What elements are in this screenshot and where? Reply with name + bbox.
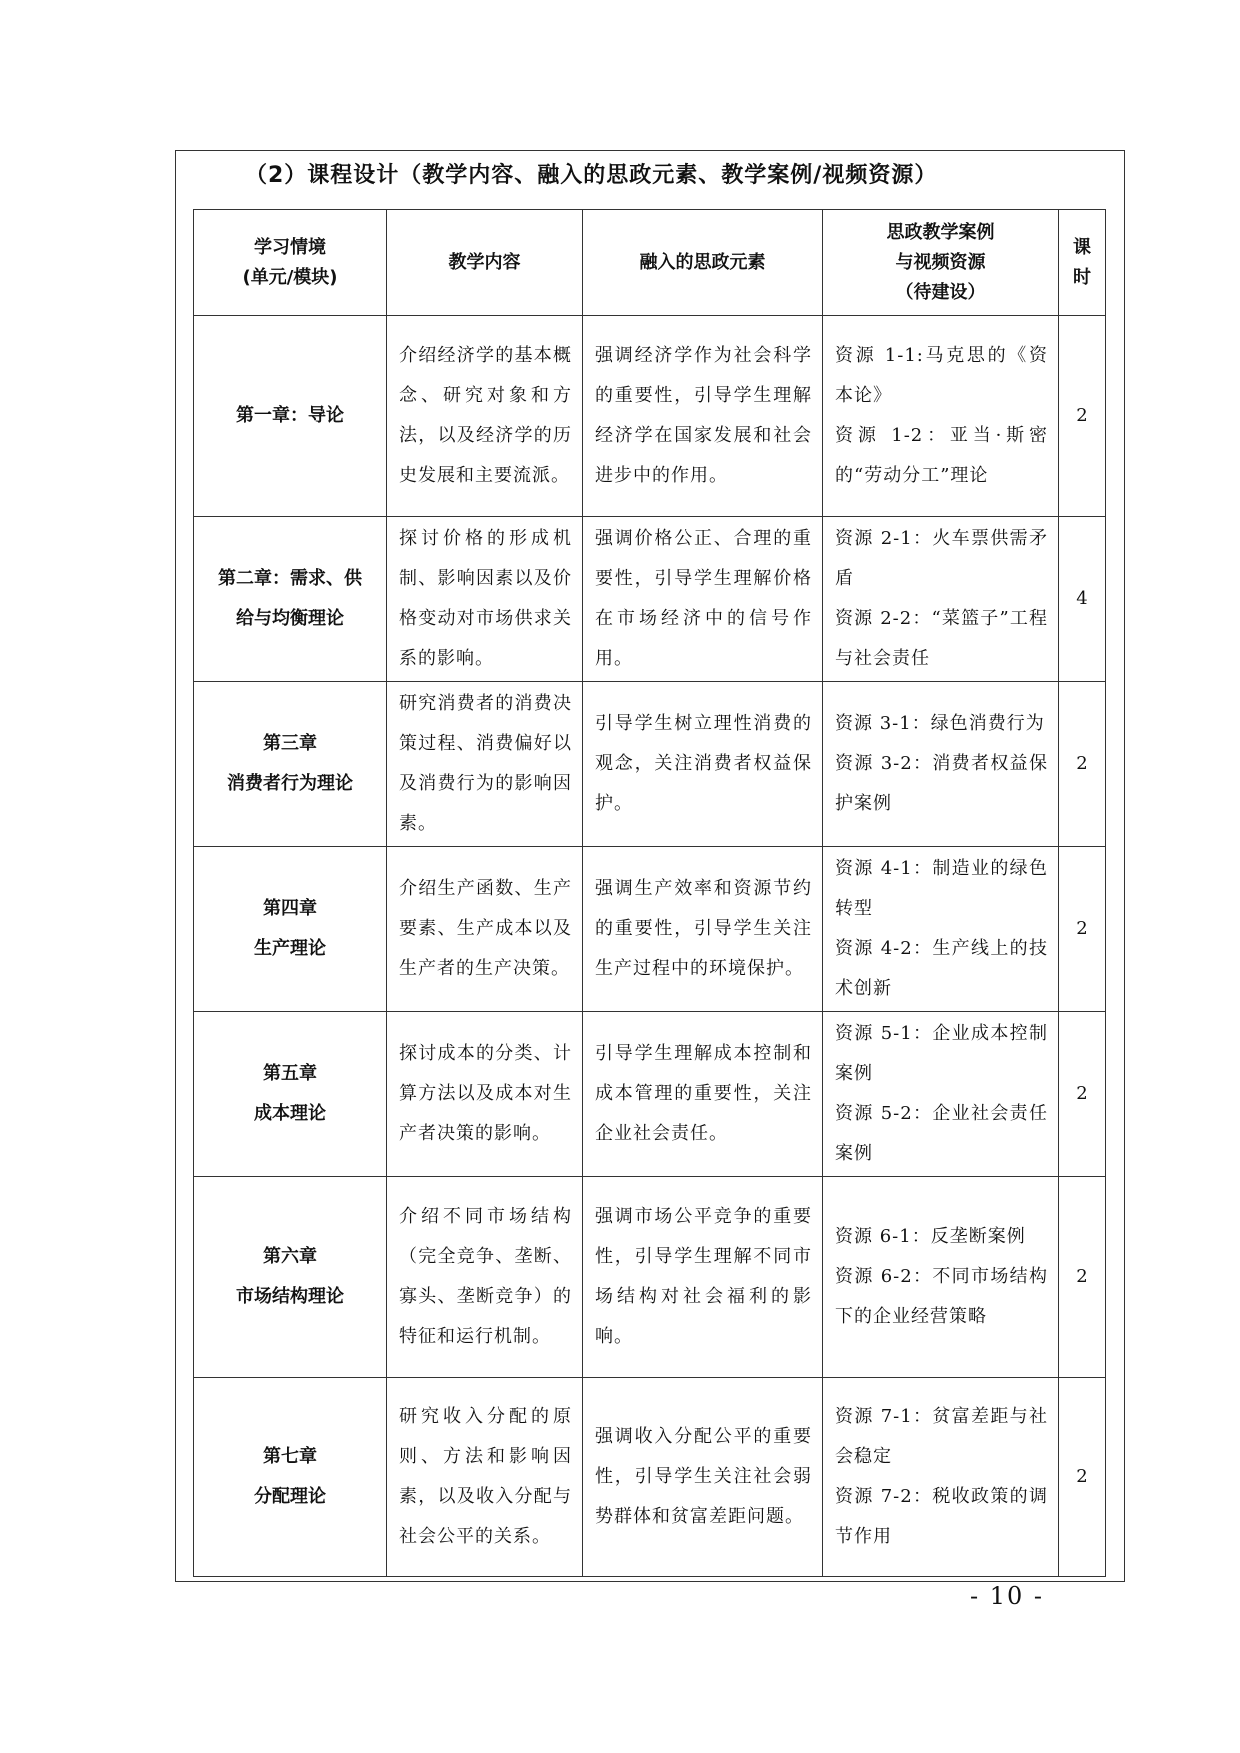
header-unit xyxy=(194,210,387,316)
element-cell: 引导学生理解成本控制和成本管理的重要性，关注企业社会责任。 xyxy=(583,1012,823,1177)
hours-cell: 2 xyxy=(1059,847,1106,1012)
case-cell xyxy=(823,682,1059,847)
table-row xyxy=(194,1177,1106,1378)
unit-cell xyxy=(194,1177,387,1378)
header-hours-line2: 时 xyxy=(1073,266,1091,288)
table-row xyxy=(194,1378,1106,1577)
unit-line1: 第三章 xyxy=(263,733,317,754)
content-cell: 探讨价格的形成机制、影响因素以及价格变动对市场供求关系的影响。 xyxy=(387,517,583,682)
hours-cell: 2 xyxy=(1059,316,1106,517)
hours-cell: 2 xyxy=(1059,1012,1106,1177)
content-cell: 研究消费者的消费决策过程、消费偏好以及消费行为的影响因素。 xyxy=(387,682,583,847)
unit-line2: 成本理论 xyxy=(254,1103,326,1124)
content-cell: 介绍不同市场结构（完全竞争、垄断、寡头、垄断竞争）的特征和运行机制。 xyxy=(387,1177,583,1378)
header-case-line3: （待建设） xyxy=(895,281,986,303)
header-element: 融入的思政元素 xyxy=(583,210,823,316)
unit-line2: 消费者行为理论 xyxy=(227,773,353,794)
case-cell xyxy=(823,1177,1059,1378)
table-row xyxy=(194,847,1106,1012)
unit-line1: 第一章：导论 xyxy=(236,405,344,426)
header-unit-line1: 学习情境 xyxy=(254,236,326,258)
header-unit-line2: (单元/模块) xyxy=(242,266,338,288)
unit-line1: 第七章 xyxy=(263,1446,317,1467)
unit-line1: 第五章 xyxy=(263,1063,317,1084)
case-cell xyxy=(823,1378,1059,1577)
case-item: 资源 6-1：反垄断案例 xyxy=(835,1226,1026,1247)
case-item: 资源 3-2：消费者权益保护案例 xyxy=(835,753,1048,814)
content-cell: 研究收入分配的原则、方法和影响因素，以及收入分配与社会公平的关系。 xyxy=(387,1378,583,1577)
case-item: 资源 2-2：“菜篮子”工程与社会责任 xyxy=(835,608,1048,669)
unit-cell xyxy=(194,1012,387,1177)
table-row xyxy=(194,1012,1106,1177)
header-content: 教学内容 xyxy=(387,210,583,316)
unit-cell xyxy=(194,1378,387,1577)
case-item: 资源 6-2：不同市场结构下的企业经营策略 xyxy=(835,1266,1048,1327)
content-cell: 介绍经济学的基本概念、研究对象和方法，以及经济学的历史发展和主要流派。 xyxy=(387,316,583,517)
header-hours xyxy=(1059,210,1106,316)
table-header-row xyxy=(194,210,1106,316)
unit-cell xyxy=(194,682,387,847)
unit-line2: 分配理论 xyxy=(254,1486,326,1507)
table-row xyxy=(194,517,1106,682)
case-cell xyxy=(823,517,1059,682)
case-item: 资源 5-1：企业成本控制案例 xyxy=(835,1023,1048,1084)
case-item: 资源 7-1：贫富差距与社会稳定 xyxy=(835,1406,1048,1467)
unit-line1: 第二章：需求、供 xyxy=(218,568,362,589)
unit-cell xyxy=(194,316,387,517)
header-hours-line1: 课 xyxy=(1073,236,1091,258)
element-cell: 引导学生树立理性消费的观念，关注消费者权益保护。 xyxy=(583,682,823,847)
content-cell: 探讨成本的分类、计算方法以及成本对生产者决策的影响。 xyxy=(387,1012,583,1177)
element-cell: 强调收入分配公平的重要性，引导学生关注社会弱势群体和贫富差距问题。 xyxy=(583,1378,823,1577)
element-cell: 强调市场公平竞争的重要性，引导学生理解不同市场结构对社会福利的影响。 xyxy=(583,1177,823,1378)
case-item: 资源 7-2：税收政策的调节作用 xyxy=(835,1486,1048,1547)
unit-cell xyxy=(194,847,387,1012)
course-design-table xyxy=(193,209,1106,1577)
element-cell: 强调价格公正、合理的重要性，引导学生理解价格在市场经济中的信号作用。 xyxy=(583,517,823,682)
unit-line2: 生产理论 xyxy=(254,938,326,959)
hours-cell: 4 xyxy=(1059,517,1106,682)
hours-cell: 2 xyxy=(1059,682,1106,847)
header-case-line2: 与视频资源 xyxy=(895,251,986,273)
hours-cell: 2 xyxy=(1059,1177,1106,1378)
case-item: 资源 2-1：火车票供需矛盾 xyxy=(835,528,1048,589)
case-item: 资源 4-2：生产线上的技术创新 xyxy=(835,938,1048,999)
case-cell xyxy=(823,1012,1059,1177)
section-title: （2）课程设计（教学内容、融入的思政元素、教学案例/视频资源） xyxy=(245,163,938,188)
case-cell xyxy=(823,316,1059,517)
hours-cell: 2 xyxy=(1059,1378,1106,1577)
header-case xyxy=(823,210,1059,316)
header-case-line1: 思政教学案例 xyxy=(886,221,995,243)
unit-line2: 给与均衡理论 xyxy=(236,608,344,629)
unit-line2: 市场结构理论 xyxy=(236,1286,344,1307)
case-item: 资源 1-1:马克思的《资本论》 xyxy=(835,345,1048,406)
table-row xyxy=(194,316,1106,517)
unit-line1: 第六章 xyxy=(263,1246,317,1267)
table-row xyxy=(194,682,1106,847)
content-cell: 介绍生产函数、生产要素、生产成本以及生产者的生产决策。 xyxy=(387,847,583,1012)
case-item: 资源 5-2：企业社会责任案例 xyxy=(835,1103,1048,1164)
case-item: 资源 3-1：绿色消费行为 xyxy=(835,713,1045,734)
case-cell xyxy=(823,847,1059,1012)
unit-line1: 第四章 xyxy=(263,898,317,919)
element-cell: 强调经济学作为社会科学的重要性，引导学生理解经济学在国家发展和社会进步中的作用。 xyxy=(583,316,823,517)
page-number: - 10 - xyxy=(970,1582,1045,1610)
element-cell: 强调生产效率和资源节约的重要性，引导学生关注生产过程中的环境保护。 xyxy=(583,847,823,1012)
case-item: 资源 4-1：制造业的绿色转型 xyxy=(835,858,1048,919)
case-item: 资源 1-2：亚当·斯密的“劳动分工”理论 xyxy=(835,425,1048,486)
unit-cell xyxy=(194,517,387,682)
